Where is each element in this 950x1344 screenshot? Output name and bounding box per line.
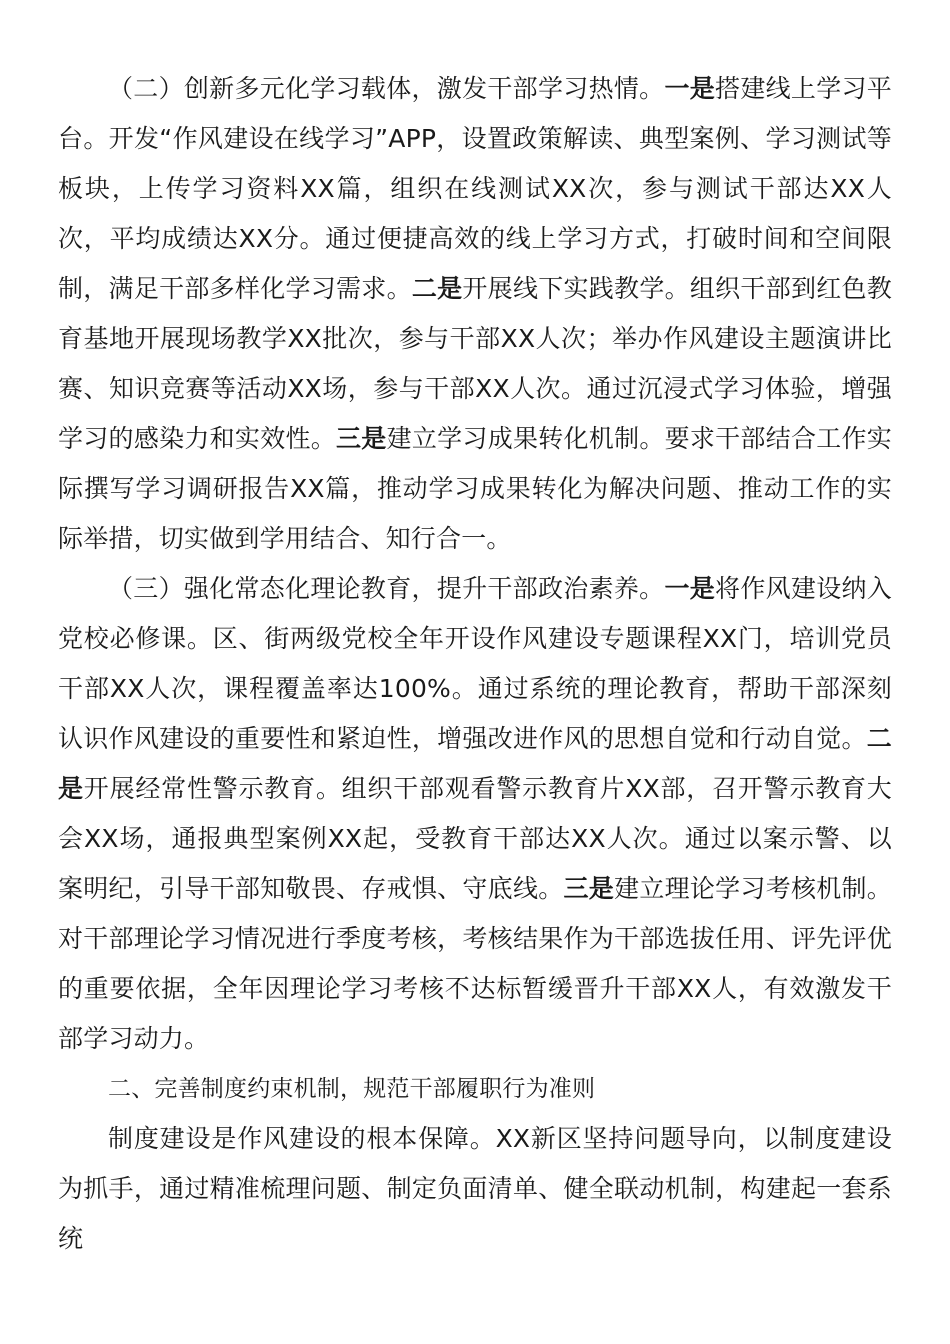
paragraph-text: （二）创新多元化学习载体，激发干部学习热情。 [108, 74, 665, 103]
paragraph-learning-carriers [58, 64, 892, 564]
bold-marker-second: 二是 [411, 274, 463, 303]
closing-paragraph: 制度建设是作风建设的根本保障。XX新区坚持问题导向，以制度建设为抓手，通过精准梳理问题、制定负面清单、健全联动机制，构建起一套系统 [58, 1124, 892, 1253]
bold-marker-first: 一是 [664, 574, 716, 603]
bold-marker-third: 三是 [563, 874, 615, 903]
bold-marker-first: 一是 [664, 74, 716, 103]
document-body [58, 64, 892, 1264]
paragraph-theory-education [58, 564, 892, 1064]
paragraph-text: 开展经常性警示教育。组织干部观看警示教育片XX部，召开警示教育大会XX场，通报典型案例XX起，受教育干部达XX人次。通过以案示警、以案明纪，引导干部知敬畏、存戒惧、守底线。 [58, 774, 893, 903]
bold-marker-third: 三是 [336, 424, 387, 453]
paragraph-text: 将作风建设纳入党校必修课。区、街两级党校全年开设作风建设专题课程XX门，培训党员干部XX人次，课程覆盖率达100%。通过系统的理论教育，帮助干部深刻认识作风建设的重要性和紧迫性，增强改进作风的思想自觉和行动自觉。 [58, 574, 893, 753]
section-heading: 二、完善制度约束机制，规范干部履职行为准则 [108, 1076, 596, 1102]
bold-marker-second: 二是 [58, 724, 892, 803]
paragraph-text: 建立理论学习考核机制。对干部理论学习情况进行季度考核，考核结果作为干部选拔任用、评先评优的重要依据，全年因理论学习考核不达标暂缓晋升干部XX人，有效激发干部学习动力。 [58, 874, 893, 1053]
paragraph-text: （三）强化常态化理论教育，提升干部政治素养。 [108, 574, 665, 603]
paragraph-text: 建立学习成果转化机制。要求干部结合工作实际撰写学习调研报告XX篇，推动学习成果转化为解决问题、推动工作的实际举措，切实做到学用结合、知行合一。 [58, 424, 893, 553]
paragraph-text: 搭建线上学习平台。开发“作风建设在线学习”APP，设置政策解读、典型案例、学习测试等板块，上传学习资料XX篇，组织在线测试XX次，参与测试干部达XX人次，平均成绩达XX分。通过便捷高效的线上学习方式，打破时间和空间限制，满足干部多样化学习需求。 [58, 74, 893, 303]
paragraph-text: 开展线下实践教学。组织干部到红色教育基地开展现场教学XX批次，参与干部XX人次；举办作风建设主题演讲比赛、知识竞赛等活动XX场，参与干部XX人次。通过沉浸式学习体验，增强学习的感染力和实效性。 [58, 274, 892, 453]
